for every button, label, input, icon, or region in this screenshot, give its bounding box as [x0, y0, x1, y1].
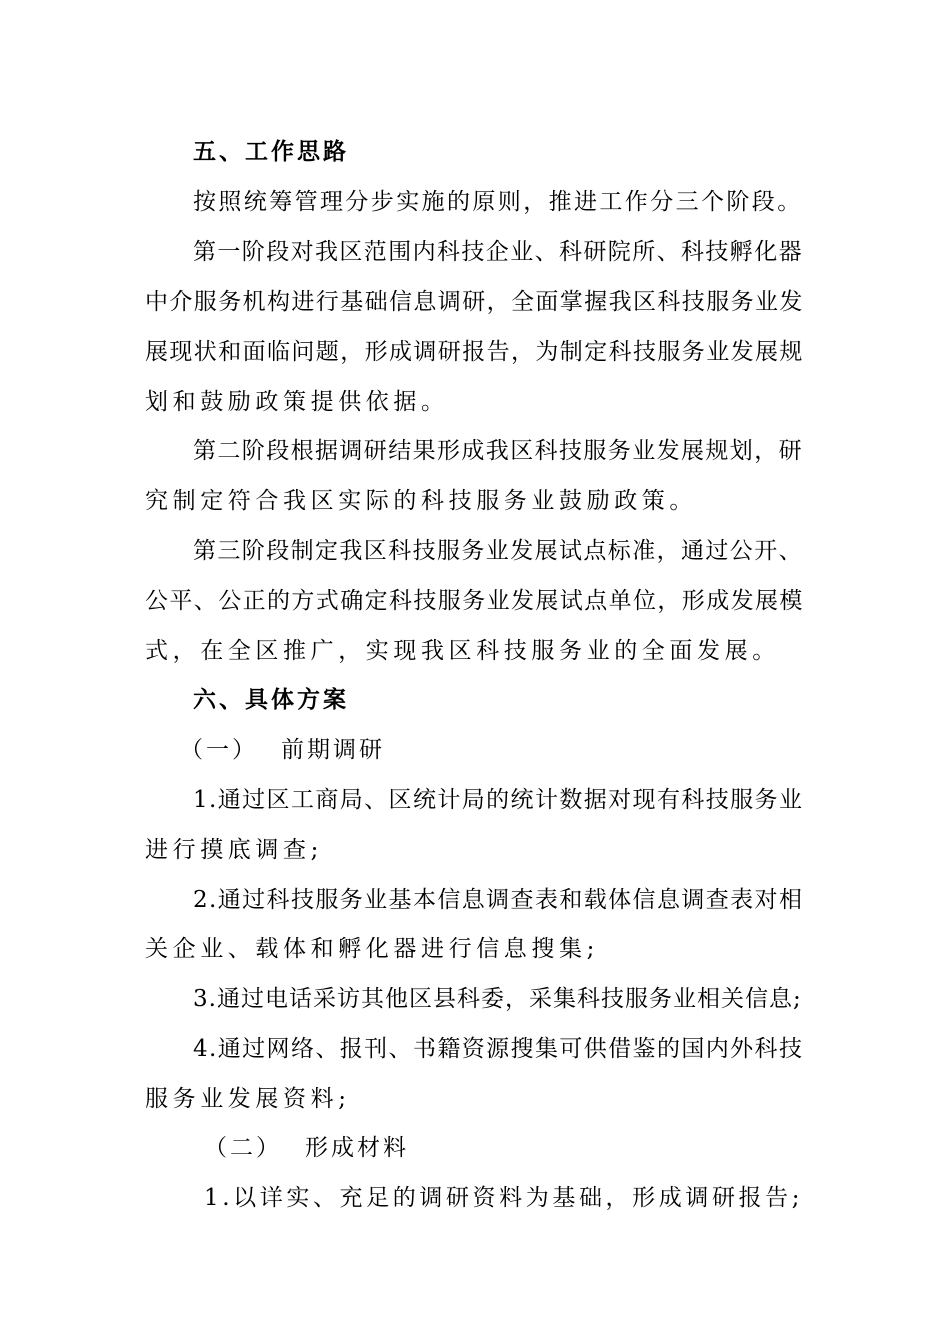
subsection-number-2: （二）	[204, 1135, 282, 1161]
item-1-line1: 1.通过区工商局、区统计局的统计数据对现有科技服务业	[193, 787, 804, 813]
item-3-line1: 3.通过电话采访其他区县科委，采集科技服务业相关信息;	[193, 986, 802, 1012]
paragraph-stage1-line2: 中介服务机构进行基础信息调研，全面掌握我区科技服务业发	[145, 289, 804, 315]
item-2-line2: 关企业、载体和孵化器进行信息搜集;	[145, 936, 599, 962]
item-4-line1: 4.通过网络、报刊、书籍资源搜集可供借鉴的国内外科技	[193, 1036, 804, 1062]
item-2-line1: 2.通过科技服务业基本信息调查表和载体信息调查表对相	[193, 887, 804, 913]
paragraph-stage3-line1: 第三阶段制定我区科技服务业发展试点标准，通过公开、	[193, 538, 803, 564]
section-heading-6: 六、具体方案	[193, 686, 349, 713]
material-item-1: 1.以详实、充足的调研资料为基础，形成调研报告;	[204, 1185, 804, 1211]
item-4-line2: 服务业发展资料;	[145, 1086, 351, 1112]
subsection-number-1: （一）	[180, 737, 258, 763]
section-heading-5: 五、工作思路	[193, 138, 349, 165]
paragraph-stage3-line3: 式，在全区推广，实现我区科技服务业的全面发展。	[145, 638, 780, 664]
subsection-title-2: 形成材料	[305, 1135, 409, 1161]
paragraph-stage1-line4: 划和鼓励政策提供依据。	[145, 389, 449, 415]
paragraph-stage3-line2: 公平、公正的方式确定科技服务业发展试点单位，形成发展模	[145, 588, 804, 614]
paragraph-stage2-line2: 究制定符合我区实际的科技服务业鼓励政策。	[145, 488, 697, 514]
paragraph-stage2-line1: 第二阶段根据调研结果形成我区科技服务业发展规划，研	[193, 438, 803, 464]
item-1-line2: 进行摸底调查;	[145, 837, 323, 863]
paragraph-stage1-line3: 展现状和面临问题，形成调研报告，为制定科技服务业发展规	[145, 339, 804, 365]
paragraph-stage1-line1: 第一阶段对我区范围内科技企业、科研院所、科技孵化器	[193, 239, 803, 265]
subsection-title-1: 前期调研	[281, 737, 385, 763]
paragraph-intro: 按照统筹管理分步实施的原则，推进工作分三个阶段。	[193, 189, 803, 215]
